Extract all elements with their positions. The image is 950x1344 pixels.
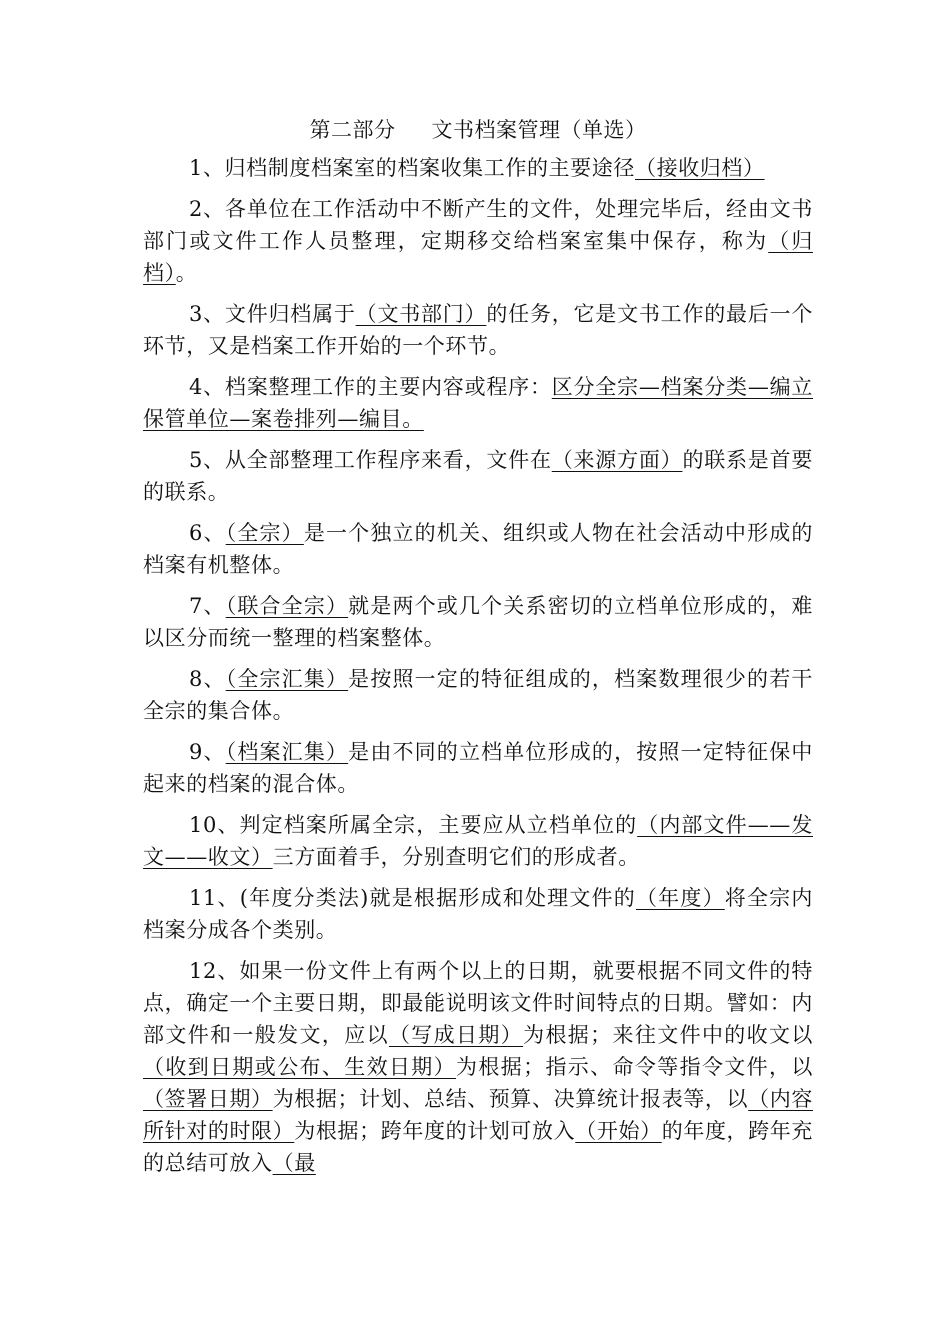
question-list (143, 152, 813, 1179)
question-text: 是按照一定的特征组成的，档案数理很少的若干全宗的集合体。 (143, 667, 813, 723)
answer-blank: （开始） (575, 1119, 662, 1143)
document-page (143, 112, 813, 1188)
question-text: 4、档案整理工作的主要内容或程序： (189, 375, 552, 399)
question-7 (143, 590, 813, 654)
question-text: 10、判定档案所属全宗，主要应从立档单位的 (189, 813, 638, 837)
question-text: 6、 (189, 521, 226, 545)
question-text: 是由不同的立档单位形成的，按照一定特征保中起来的档案的混合体。 (143, 740, 813, 796)
title-part: 第二部分 (309, 118, 396, 142)
question-text: 12、如果一份文件上有两个以上的日期，就要根据不同文件的特点，确定一个主要日期，即最能说明该文件时间特点的日期。譬如：内部文件和一般发文，应以 (143, 959, 813, 1047)
question-text: 9、 (189, 740, 226, 764)
answer-blank: （文书部门） (355, 302, 487, 326)
question-text: 的任务，它是文书工作的最后一个环节，又是档案工作开始的一个环节。 (143, 302, 813, 358)
answer-blank: （内部文件——发文——收文） (143, 813, 813, 869)
question-text: 2、各单位在工作活动中不断产生的文件，处理完毕后，经由文书部门或文件工作人员整理，定期移交给档案室集中保存，称为 (143, 197, 813, 253)
answer-blank: （档案汇集） (225, 740, 349, 764)
question-11 (143, 882, 813, 946)
answer-blank: 区分全宗—档案分类—编立保管单位—案卷排列—编目。 (143, 375, 814, 431)
question-text: 为根据；指示、命令等指令文件，以 (456, 1055, 813, 1079)
question-text: 为根据；计划、总结、预算、决算统计报表等，以 (272, 1087, 749, 1111)
answer-blank: （来源方面） (551, 448, 683, 472)
question-text: 11、(年度分类法)就是根据形成和处理文件的 (189, 886, 636, 910)
answer-blank: （写成日期） (388, 1023, 524, 1047)
question-text: 三方面着手，分别查明它们的形成者。 (272, 845, 640, 869)
answer-blank: （内容所针对的时限） (143, 1087, 813, 1143)
title-name: 文书档案管理（单选） (431, 118, 647, 142)
question-text: 3、文件归档属于 (189, 302, 356, 326)
question-text: 的年度，跨年充的总结可放入 (143, 1119, 813, 1175)
question-text: 将全宗内档案分成各个类别。 (143, 886, 813, 942)
question-3 (143, 298, 813, 362)
question-8 (143, 663, 813, 727)
question-text: 8、 (189, 667, 226, 691)
question-text: 是一个独立的机关、组织或人物在社会活动中形成的档案有机整体。 (143, 521, 813, 577)
question-10 (143, 809, 813, 873)
answer-blank: （收到日期或公布、生效日期） (143, 1055, 457, 1079)
answer-blank: （年度） (635, 886, 725, 910)
question-text: 就是两个或几个关系密切的立档单位形成的，难以区分而统一整理的档案整体。 (143, 594, 813, 650)
question-6 (143, 517, 813, 581)
question-text: 7、 (189, 594, 226, 618)
question-text: 。 (175, 261, 198, 285)
answer-blank: （归档） (143, 229, 813, 285)
question-1 (143, 152, 813, 184)
answer-blank: （联合全宗） (225, 594, 349, 618)
question-2 (143, 193, 813, 289)
question-text: 1、归档制度档案室的档案收集工作的主要途径 (189, 156, 635, 180)
question-9 (143, 736, 813, 800)
answer-blank: （全宗汇集） (225, 667, 349, 691)
answer-blank: （全宗） (225, 521, 304, 545)
question-text: 的联系是首要的联系。 (143, 448, 813, 504)
answer-blank: （接收归档） (634, 156, 765, 180)
question-text: 5、从全部整理工作程序来看，文件在 (189, 448, 552, 472)
question-text: 为根据；来往文件中的收文以 (523, 1023, 813, 1047)
answer-blank: （签署日期） (143, 1087, 273, 1111)
answer-blank: （最 (272, 1151, 316, 1175)
question-text: 为根据；跨年度的计划可放入 (294, 1119, 576, 1143)
page-title (143, 112, 813, 148)
question-4 (143, 371, 813, 435)
question-5 (143, 444, 813, 508)
question-12 (143, 955, 813, 1179)
